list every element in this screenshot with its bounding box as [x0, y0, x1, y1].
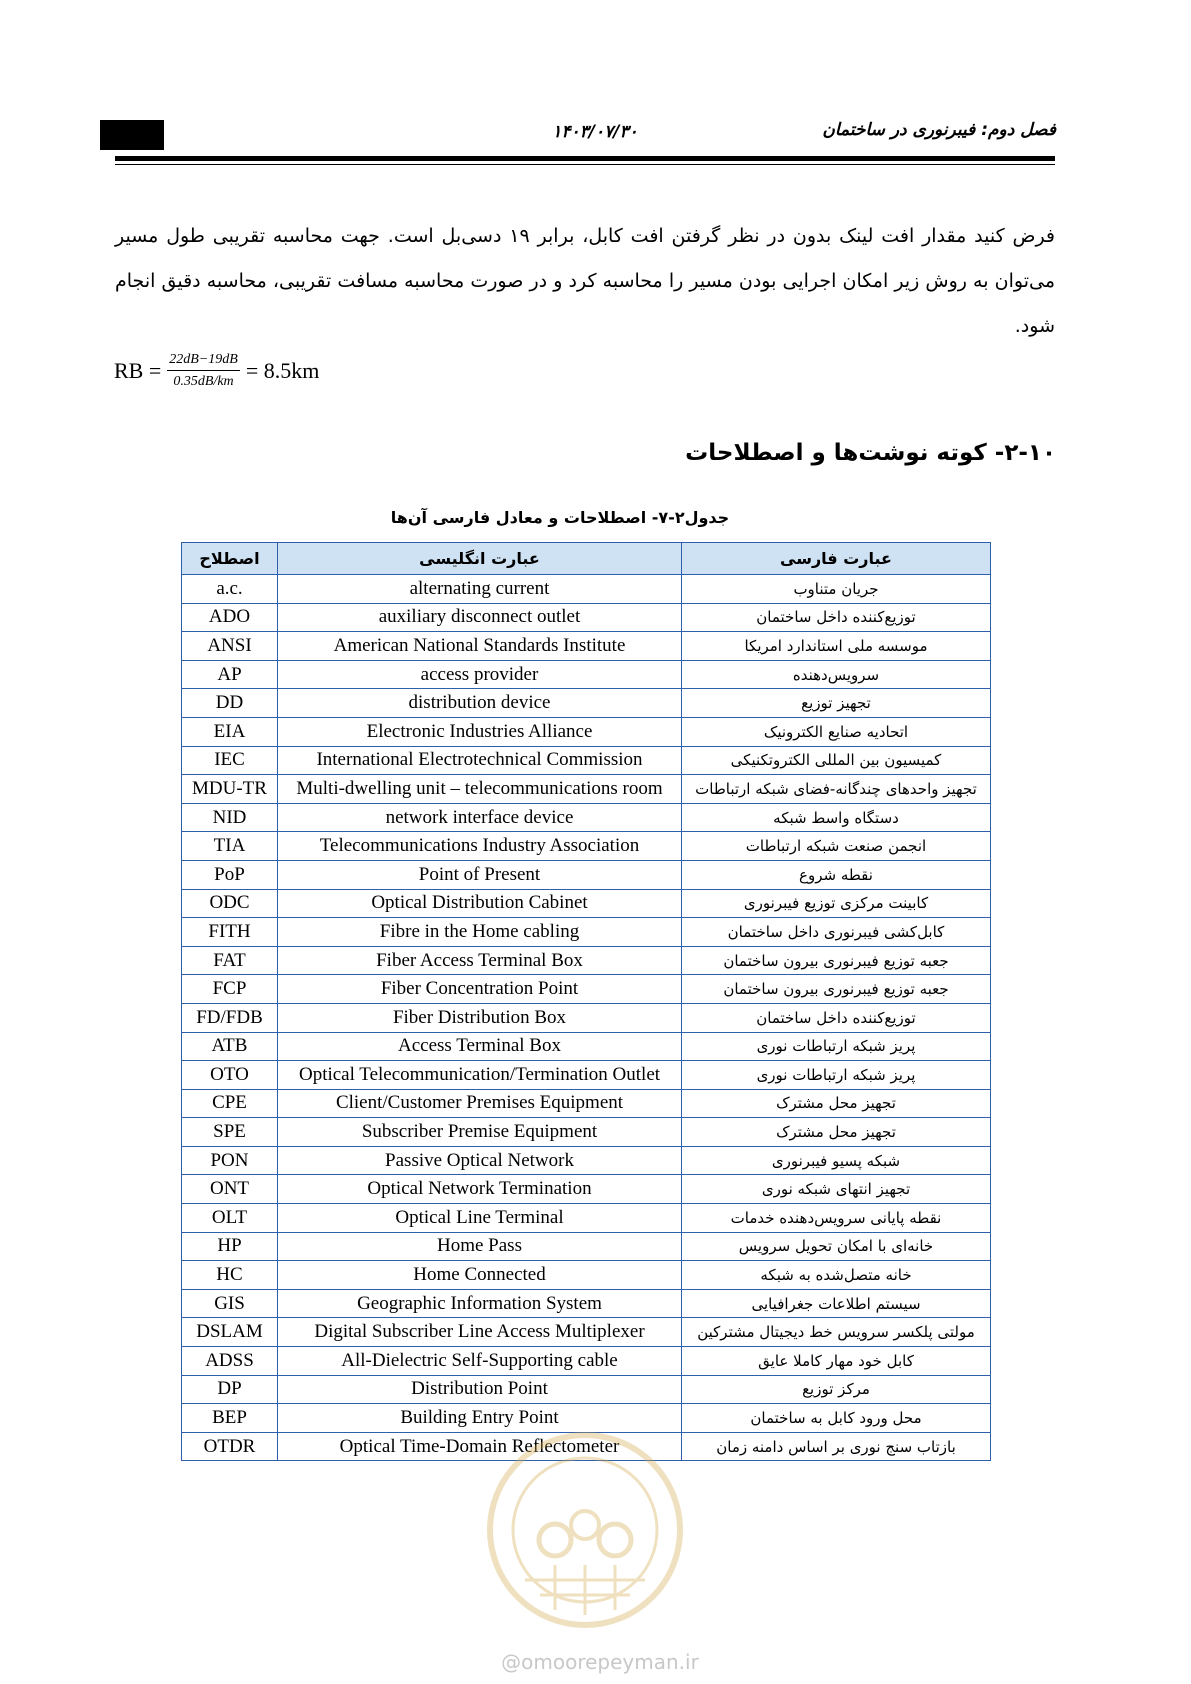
cell-english: Digital Subscriber Line Access Multiplexer: [278, 1318, 682, 1347]
header-chapter-title: فصل دوم: فیبرنوری در ساختمان: [822, 120, 1056, 140]
cell-persian: کابل‌کشی فیبرنوری داخل ساختمان: [682, 918, 991, 947]
cell-english: Optical Distribution Cabinet: [278, 889, 682, 918]
table-row: [182, 717, 991, 746]
cell-abbr: OTO: [182, 1061, 278, 1090]
cell-abbr: ADSS: [182, 1347, 278, 1376]
cell-abbr: OLT: [182, 1204, 278, 1233]
cell-abbr: GIS: [182, 1289, 278, 1318]
table-row: [182, 1375, 991, 1404]
table-row: [182, 632, 991, 661]
cell-english: distribution device: [278, 689, 682, 718]
cell-abbr: HP: [182, 1232, 278, 1261]
cell-abbr: BEP: [182, 1404, 278, 1433]
cell-abbr: ONT: [182, 1175, 278, 1204]
cell-english: International Electrotechnical Commission: [278, 746, 682, 775]
cell-english: Fiber Distribution Box: [278, 1003, 682, 1032]
cell-abbr: FITH: [182, 918, 278, 947]
cell-english: Optical Time-Domain Reflectometer: [278, 1432, 682, 1461]
body-paragraph: فرض کنید مقدار افت لینک بدون در نظر گرفتن افت کابل، برابر ۱۹ دسی‌بل است. جهت محاسبه تقریبی طول مسیر می‌توان به روش زیر امکان اجرایی بودن مسیر را محاسبه کرد و در صورت محاسبه مسافت تقریبی، محاسبه دقیق انجام شود.: [115, 225, 1056, 337]
formula-lhs: RB =: [114, 358, 162, 383]
cell-persian: تجهیز واحدهای چندگانه-فضای شبکه ارتباطات: [682, 775, 991, 804]
cell-abbr: CPE: [182, 1089, 278, 1118]
cell-persian: کابل خود مهار کاملا عایق: [682, 1347, 991, 1376]
cell-persian: کمیسیون بین المللی الکتروتکنیکی: [682, 746, 991, 775]
table-row: [182, 603, 991, 632]
cell-abbr: PON: [182, 1146, 278, 1175]
cell-abbr: ATB: [182, 1032, 278, 1061]
cell-english: Distribution Point: [278, 1375, 682, 1404]
cell-abbr: TIA: [182, 832, 278, 861]
header-abbr: اصطلاح: [182, 543, 278, 575]
cell-persian: اتحادیه صنایع الکترونیک: [682, 717, 991, 746]
cell-english: Optical Line Terminal: [278, 1204, 682, 1233]
cell-english: alternating current: [278, 575, 682, 604]
table-row: [182, 1232, 991, 1261]
table-row: [182, 660, 991, 689]
cell-persian: جریان متناوب: [682, 575, 991, 604]
cell-abbr: FD/FDB: [182, 1003, 278, 1032]
cell-persian: سیستم اطلاعات جغرافیایی: [682, 1289, 991, 1318]
formula-numerator: 22dB−19dB: [167, 352, 240, 371]
table-row: [182, 918, 991, 947]
cell-english: network interface device: [278, 803, 682, 832]
formula: [114, 352, 319, 390]
cell-abbr: FCP: [182, 975, 278, 1004]
table-row: [182, 1032, 991, 1061]
cell-persian: توزیع‌کننده داخل ساختمان: [682, 1003, 991, 1032]
publisher-seal-watermark: [485, 1430, 685, 1630]
table-row: [182, 889, 991, 918]
table-row: [182, 1404, 991, 1433]
cell-english: Fiber Concentration Point: [278, 975, 682, 1004]
table-row: [182, 775, 991, 804]
table-row: [182, 1146, 991, 1175]
header-rule-thin: [115, 164, 1055, 165]
table-body: [182, 575, 991, 1461]
cell-persian: جعبه توزیع فیبرنوری بیرون ساختمان: [682, 975, 991, 1004]
section-heading: ۲-۱۰- کوته نوشت‌ها و اصطلاحات: [685, 440, 1056, 466]
cell-english: auxiliary disconnect outlet: [278, 603, 682, 632]
terms-table-wrapper: [181, 542, 990, 1461]
cell-persian: تجهیز انتهای شبکه نوری: [682, 1175, 991, 1204]
cell-abbr: DSLAM: [182, 1318, 278, 1347]
cell-persian: توزیع‌کننده داخل ساختمان: [682, 603, 991, 632]
cell-english: Access Terminal Box: [278, 1032, 682, 1061]
cell-english: Point of Present: [278, 860, 682, 889]
cell-abbr: IEC: [182, 746, 278, 775]
table-row: [182, 803, 991, 832]
cell-abbr: DD: [182, 689, 278, 718]
table-caption: جدول۲-۷- اصطلاحات و معادل فارسی آن‌ها: [390, 508, 730, 527]
cell-english: Optical Telecommunication/Termination Outlet: [278, 1061, 682, 1090]
website-watermark: @omoorepeyman.ir: [501, 1650, 699, 1674]
table-row: [182, 1003, 991, 1032]
cell-english: Home Connected: [278, 1261, 682, 1290]
cell-persian: کابینت مرکزی توزیع فیبرنوری: [682, 889, 991, 918]
table-row: [182, 832, 991, 861]
cell-english: American National Standards Institute: [278, 632, 682, 661]
cell-persian: تجهیز محل مشترک: [682, 1089, 991, 1118]
cell-persian: پریز شبکه ارتباطات نوری: [682, 1061, 991, 1090]
table-row: [182, 1089, 991, 1118]
cell-persian: مولتی پلکسر سرویس خط دیجیتال مشترکین: [682, 1318, 991, 1347]
table-row: [182, 1118, 991, 1147]
cell-english: Telecommunications Industry Association: [278, 832, 682, 861]
table-row: [182, 1289, 991, 1318]
cell-abbr: PoP: [182, 860, 278, 889]
cell-persian: محل ورود کابل به ساختمان: [682, 1404, 991, 1433]
cell-english: Electronic Industries Alliance: [278, 717, 682, 746]
cell-english: Home Pass: [278, 1232, 682, 1261]
cell-abbr: ADO: [182, 603, 278, 632]
cell-english: Optical Network Termination: [278, 1175, 682, 1204]
cell-persian: انجمن صنعت شبکه ارتباطات: [682, 832, 991, 861]
header-rule-thick: [115, 156, 1055, 161]
cell-persian: پریز شبکه ارتباطات نوری: [682, 1032, 991, 1061]
cell-persian: تجهیز محل مشترک: [682, 1118, 991, 1147]
cell-english: Geographic Information System: [278, 1289, 682, 1318]
header-black-box: [100, 120, 164, 150]
cell-abbr: FAT: [182, 946, 278, 975]
cell-abbr: MDU-TR: [182, 775, 278, 804]
cell-abbr: DP: [182, 1375, 278, 1404]
cell-persian: شبکه پسیو فیبرنوری: [682, 1146, 991, 1175]
header-persian: عبارت فارسی: [682, 543, 991, 575]
cell-abbr: EIA: [182, 717, 278, 746]
terms-table: [181, 542, 991, 1461]
cell-abbr: NID: [182, 803, 278, 832]
cell-english: Building Entry Point: [278, 1404, 682, 1433]
cell-english: Fibre in the Home cabling: [278, 918, 682, 947]
header-date: ۱۴۰۳/۰۷/۳۰: [552, 122, 638, 142]
cell-persian: نقطه پایانی سرویس‌دهنده خدمات: [682, 1204, 991, 1233]
table-row: [182, 946, 991, 975]
cell-english: Subscriber Premise Equipment: [278, 1118, 682, 1147]
cell-abbr: OTDR: [182, 1432, 278, 1461]
cell-persian: موسسه ملی استاندارد امریکا: [682, 632, 991, 661]
cell-english: Passive Optical Network: [278, 1146, 682, 1175]
cell-english: Multi-dwelling unit – telecommunications room: [278, 775, 682, 804]
table-row: [182, 1061, 991, 1090]
cell-persian: مرکز توزیع: [682, 1375, 991, 1404]
cell-english: access provider: [278, 660, 682, 689]
cell-english: Fiber Access Terminal Box: [278, 946, 682, 975]
cell-english: All-Dielectric Self-Supporting cable: [278, 1347, 682, 1376]
table-row: [182, 1318, 991, 1347]
formula-denominator: 0.35dB/km: [173, 374, 234, 389]
cell-abbr: ODC: [182, 889, 278, 918]
table-row: [182, 860, 991, 889]
cell-abbr: SPE: [182, 1118, 278, 1147]
table-row: [182, 1261, 991, 1290]
cell-persian: سرویس‌دهنده: [682, 660, 991, 689]
table-row: [182, 1204, 991, 1233]
cell-abbr: a.c.: [182, 575, 278, 604]
cell-abbr: HC: [182, 1261, 278, 1290]
cell-persian: جعبه توزیع فیبرنوری بیرون ساختمان: [682, 946, 991, 975]
cell-abbr: ANSI: [182, 632, 278, 661]
formula-rhs: = 8.5km: [245, 358, 320, 383]
table-row: [182, 689, 991, 718]
cell-english: Client/Customer Premises Equipment: [278, 1089, 682, 1118]
table-row: [182, 975, 991, 1004]
table-row: [182, 575, 991, 604]
table-row: [182, 1175, 991, 1204]
cell-persian: خانه متصل‌شده به شبکه: [682, 1261, 991, 1290]
table-header-row: [182, 543, 991, 575]
cell-persian: خانه‌ای با امکان تحویل سرویس: [682, 1232, 991, 1261]
header-english: عبارت انگلیسی: [278, 543, 682, 575]
cell-persian: دستگاه واسط شبکه: [682, 803, 991, 832]
cell-persian: تجهیز توزیع: [682, 689, 991, 718]
table-row: [182, 1347, 991, 1376]
formula-fraction: [167, 352, 240, 390]
cell-persian: بازتاب سنج نوری بر اساس دامنه زمان: [682, 1432, 991, 1461]
cell-persian: نقطه شروع: [682, 860, 991, 889]
table-row: [182, 746, 991, 775]
cell-abbr: AP: [182, 660, 278, 689]
